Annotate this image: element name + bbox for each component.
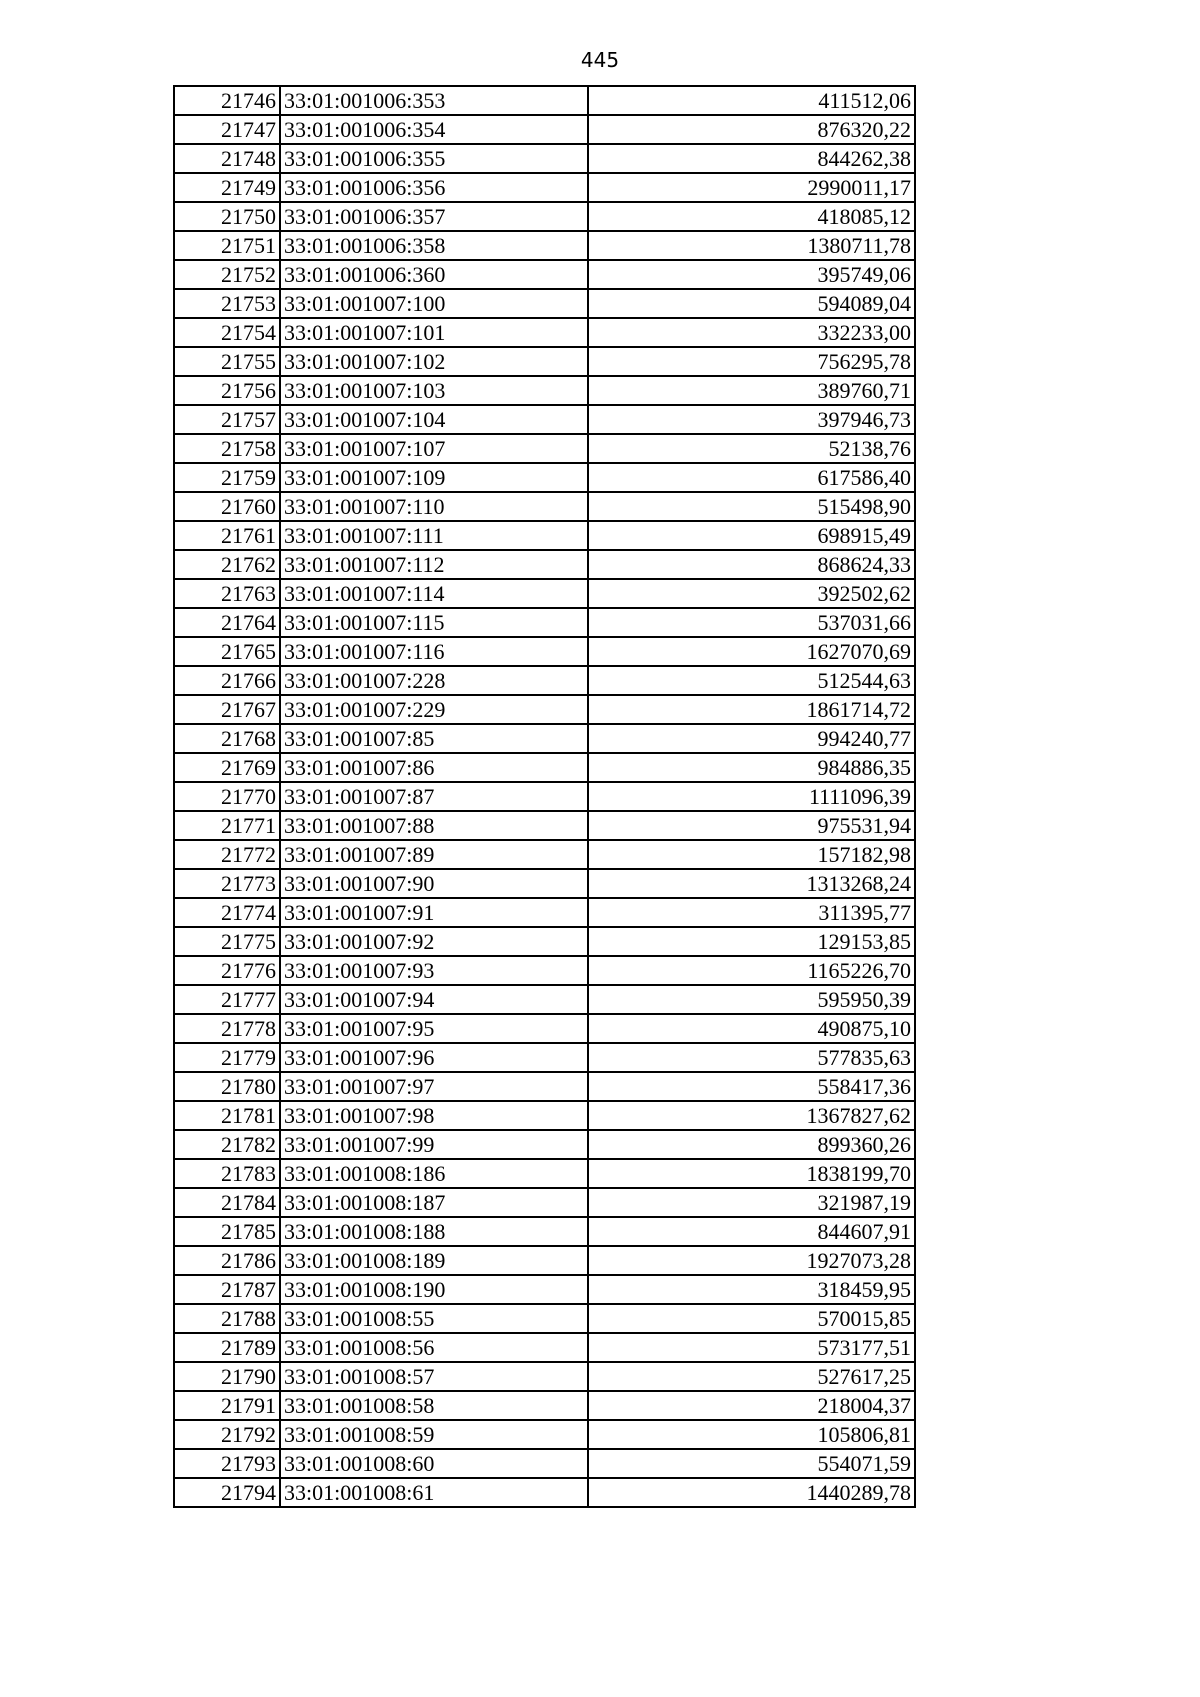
cadastral-value: 554071,59: [588, 1449, 915, 1478]
row-number: 21775: [174, 927, 280, 956]
cadastral-number: 33:01:001007:97: [280, 1072, 588, 1101]
cadastral-value: 537031,66: [588, 608, 915, 637]
cadastral-value: 994240,77: [588, 724, 915, 753]
cadastral-number: 33:01:001008:190: [280, 1275, 588, 1304]
row-number: 21750: [174, 202, 280, 231]
cadastral-number: 33:01:001006:355: [280, 144, 588, 173]
row-number: 21776: [174, 956, 280, 985]
cadastral-number: 33:01:001006:356: [280, 173, 588, 202]
table-row: [174, 1304, 915, 1333]
cadastral-number: 33:01:001007:95: [280, 1014, 588, 1043]
row-number: 21760: [174, 492, 280, 521]
row-number: 21751: [174, 231, 280, 260]
cadastral-number: 33:01:001007:87: [280, 782, 588, 811]
cadastral-value: 876320,22: [588, 115, 915, 144]
table-row: [174, 898, 915, 927]
row-number: 21777: [174, 985, 280, 1014]
cadastral-number: 33:01:001007:96: [280, 1043, 588, 1072]
table-row: [174, 1130, 915, 1159]
table-row: [174, 231, 915, 260]
cadastral-value: 527617,25: [588, 1362, 915, 1391]
cadastral-number: 33:01:001007:99: [280, 1130, 588, 1159]
cadastral-number: 33:01:001008:59: [280, 1420, 588, 1449]
row-number: 21789: [174, 1333, 280, 1362]
row-number: 21762: [174, 550, 280, 579]
table-row: [174, 202, 915, 231]
table-row: [174, 956, 915, 985]
cadastral-value: 2990011,17: [588, 173, 915, 202]
table-row: [174, 550, 915, 579]
table-row: [174, 637, 915, 666]
cadastral-value: 984886,35: [588, 753, 915, 782]
row-number: 21764: [174, 608, 280, 637]
table-row: [174, 1246, 915, 1275]
row-number: 21786: [174, 1246, 280, 1275]
table-row: [174, 1101, 915, 1130]
cadastral-value: 1838199,70: [588, 1159, 915, 1188]
table-row: [174, 405, 915, 434]
cadastral-number: 33:01:001007:109: [280, 463, 588, 492]
cadastral-value-table: [173, 85, 916, 1508]
table-row: [174, 811, 915, 840]
row-number: 21759: [174, 463, 280, 492]
row-number: 21773: [174, 869, 280, 898]
table-row: [174, 927, 915, 956]
row-number: 21774: [174, 898, 280, 927]
cadastral-number: 33:01:001007:101: [280, 318, 588, 347]
cadastral-number: 33:01:001007:103: [280, 376, 588, 405]
cadastral-number: 33:01:001006:360: [280, 260, 588, 289]
row-number: 21758: [174, 434, 280, 463]
cadastral-value: 558417,36: [588, 1072, 915, 1101]
cadastral-value: 105806,81: [588, 1420, 915, 1449]
cadastral-value: 389760,71: [588, 376, 915, 405]
cadastral-value: 418085,12: [588, 202, 915, 231]
row-number: 21783: [174, 1159, 280, 1188]
row-number: 21772: [174, 840, 280, 869]
cadastral-value: 52138,76: [588, 434, 915, 463]
cadastral-number: 33:01:001007:92: [280, 927, 588, 956]
cadastral-value: 1627070,69: [588, 637, 915, 666]
cadastral-number: 33:01:001007:229: [280, 695, 588, 724]
table-row: [174, 492, 915, 521]
table-row: [174, 579, 915, 608]
row-number: 21781: [174, 1101, 280, 1130]
row-number: 21748: [174, 144, 280, 173]
row-number: 21767: [174, 695, 280, 724]
cadastral-value: 512544,63: [588, 666, 915, 695]
table-row: [174, 1072, 915, 1101]
table-row: [174, 1391, 915, 1420]
table-row: [174, 1333, 915, 1362]
table-row: [174, 289, 915, 318]
cadastral-number: 33:01:001007:112: [280, 550, 588, 579]
table-row: [174, 985, 915, 1014]
row-number: 21780: [174, 1072, 280, 1101]
row-number: 21791: [174, 1391, 280, 1420]
row-number: 21753: [174, 289, 280, 318]
cadastral-value: 868624,33: [588, 550, 915, 579]
table-row: [174, 753, 915, 782]
row-number: 21770: [174, 782, 280, 811]
cadastral-value: 1111096,39: [588, 782, 915, 811]
cadastral-number: 33:01:001007:102: [280, 347, 588, 376]
row-number: 21792: [174, 1420, 280, 1449]
cadastral-value: 1440289,78: [588, 1478, 915, 1507]
cadastral-number: 33:01:001007:94: [280, 985, 588, 1014]
table-row: [174, 1275, 915, 1304]
row-number: 21790: [174, 1362, 280, 1391]
cadastral-number: 33:01:001008:55: [280, 1304, 588, 1333]
cadastral-value: 1165226,70: [588, 956, 915, 985]
cadastral-value: 756295,78: [588, 347, 915, 376]
row-number: 21787: [174, 1275, 280, 1304]
cadastral-number: 33:01:001007:116: [280, 637, 588, 666]
table-row: [174, 347, 915, 376]
cadastral-number: 33:01:001007:85: [280, 724, 588, 753]
row-number: 21757: [174, 405, 280, 434]
cadastral-number: 33:01:001008:187: [280, 1188, 588, 1217]
row-number: 21785: [174, 1217, 280, 1246]
row-number: 21788: [174, 1304, 280, 1333]
row-number: 21761: [174, 521, 280, 550]
cadastral-value: 318459,95: [588, 1275, 915, 1304]
cadastral-number: 33:01:001008:57: [280, 1362, 588, 1391]
cadastral-number: 33:01:001008:188: [280, 1217, 588, 1246]
cadastral-value: 332233,00: [588, 318, 915, 347]
table-row: [174, 1188, 915, 1217]
table-row: [174, 144, 915, 173]
cadastral-value: 975531,94: [588, 811, 915, 840]
table-row: [174, 1362, 915, 1391]
cadastral-value: 698915,49: [588, 521, 915, 550]
table-row: [174, 869, 915, 898]
cadastral-number: 33:01:001006:353: [280, 86, 588, 115]
table-row: [174, 1014, 915, 1043]
cadastral-value: 844262,38: [588, 144, 915, 173]
table-row: [174, 1449, 915, 1478]
cadastral-number: 33:01:001007:88: [280, 811, 588, 840]
row-number: 21749: [174, 173, 280, 202]
row-number: 21755: [174, 347, 280, 376]
row-number: 21765: [174, 637, 280, 666]
cadastral-value: 617586,40: [588, 463, 915, 492]
cadastral-number: 33:01:001007:114: [280, 579, 588, 608]
table-row: [174, 1478, 915, 1507]
row-number: 21754: [174, 318, 280, 347]
cadastral-number: 33:01:001007:93: [280, 956, 588, 985]
cadastral-number: 33:01:001007:107: [280, 434, 588, 463]
row-number: 21769: [174, 753, 280, 782]
table-row: [174, 434, 915, 463]
page-number: 445: [580, 48, 620, 72]
cadastral-number: 33:01:001008:189: [280, 1246, 588, 1275]
cadastral-value: 411512,06: [588, 86, 915, 115]
table-row: [174, 115, 915, 144]
cadastral-value: 218004,37: [588, 1391, 915, 1420]
table-row: [174, 1217, 915, 1246]
cadastral-number: 33:01:001007:110: [280, 492, 588, 521]
row-number: 21778: [174, 1014, 280, 1043]
cadastral-number: 33:01:001008:186: [280, 1159, 588, 1188]
table-row: [174, 782, 915, 811]
cadastral-value: 515498,90: [588, 492, 915, 521]
cadastral-value: 490875,10: [588, 1014, 915, 1043]
row-number: 21793: [174, 1449, 280, 1478]
cadastral-value: 1927073,28: [588, 1246, 915, 1275]
cadastral-number: 33:01:001008:58: [280, 1391, 588, 1420]
cadastral-value: 595950,39: [588, 985, 915, 1014]
cadastral-number: 33:01:001007:228: [280, 666, 588, 695]
cadastral-value: 397946,73: [588, 405, 915, 434]
table-row: [174, 724, 915, 753]
row-number: 21784: [174, 1188, 280, 1217]
table-row: [174, 318, 915, 347]
cadastral-value: 1313268,24: [588, 869, 915, 898]
row-number: 21763: [174, 579, 280, 608]
cadastral-number: 33:01:001008:60: [280, 1449, 588, 1478]
cadastral-number: 33:01:001007:91: [280, 898, 588, 927]
table-row: [174, 376, 915, 405]
row-number: 21794: [174, 1478, 280, 1507]
row-number: 21746: [174, 86, 280, 115]
table-row: [174, 666, 915, 695]
cadastral-value: 594089,04: [588, 289, 915, 318]
table-row: [174, 521, 915, 550]
cadastral-number: 33:01:001008:61: [280, 1478, 588, 1507]
cadastral-number: 33:01:001007:98: [280, 1101, 588, 1130]
cadastral-number: 33:01:001007:100: [280, 289, 588, 318]
cadastral-number: 33:01:001007:115: [280, 608, 588, 637]
cadastral-value: 321987,19: [588, 1188, 915, 1217]
cadastral-value: 899360,26: [588, 1130, 915, 1159]
cadastral-value: 157182,98: [588, 840, 915, 869]
cadastral-number: 33:01:001008:56: [280, 1333, 588, 1362]
table-row: [174, 463, 915, 492]
table-row: [174, 260, 915, 289]
cadastral-number: 33:01:001007:86: [280, 753, 588, 782]
cadastral-number: 33:01:001007:111: [280, 521, 588, 550]
cadastral-value: 577835,63: [588, 1043, 915, 1072]
cadastral-value: 129153,85: [588, 927, 915, 956]
row-number: 21756: [174, 376, 280, 405]
cadastral-value: 1861714,72: [588, 695, 915, 724]
table-body: [174, 86, 915, 1507]
cadastral-number: 33:01:001007:90: [280, 869, 588, 898]
cadastral-value: 570015,85: [588, 1304, 915, 1333]
cadastral-number: 33:01:001007:89: [280, 840, 588, 869]
row-number: 21752: [174, 260, 280, 289]
cadastral-value: 1380711,78: [588, 231, 915, 260]
table-row: [174, 86, 915, 115]
row-number: 21768: [174, 724, 280, 753]
row-number: 21771: [174, 811, 280, 840]
cadastral-number: 33:01:001007:104: [280, 405, 588, 434]
cadastral-value: 311395,77: [588, 898, 915, 927]
row-number: 21782: [174, 1130, 280, 1159]
cadastral-value: 844607,91: [588, 1217, 915, 1246]
cadastral-number: 33:01:001006:358: [280, 231, 588, 260]
table-row: [174, 173, 915, 202]
table-row: [174, 1159, 915, 1188]
table-row: [174, 1420, 915, 1449]
cadastral-value: 1367827,62: [588, 1101, 915, 1130]
table-row: [174, 840, 915, 869]
cadastral-number: 33:01:001006:357: [280, 202, 588, 231]
cadastral-value: 392502,62: [588, 579, 915, 608]
table-row: [174, 695, 915, 724]
row-number: 21779: [174, 1043, 280, 1072]
cadastral-number: 33:01:001006:354: [280, 115, 588, 144]
cadastral-value: 573177,51: [588, 1333, 915, 1362]
cadastral-value: 395749,06: [588, 260, 915, 289]
row-number: 21766: [174, 666, 280, 695]
row-number: 21747: [174, 115, 280, 144]
table-row: [174, 1043, 915, 1072]
table-row: [174, 608, 915, 637]
